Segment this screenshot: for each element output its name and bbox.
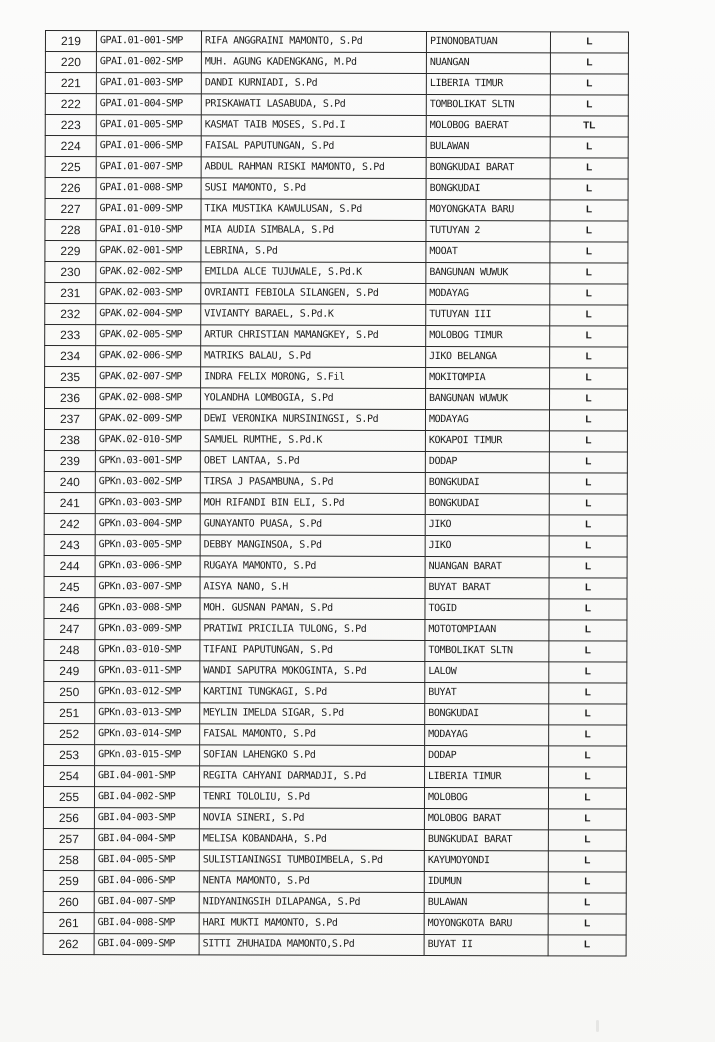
row-number: 243 bbox=[44, 534, 95, 555]
participant-code: GPKn.03-002-SMP bbox=[95, 472, 200, 493]
participant-code: GPAI.01-007-SMP bbox=[96, 157, 201, 178]
table-row bbox=[45, 367, 628, 390]
table-row bbox=[45, 388, 628, 411]
placement-location: MOOAT bbox=[426, 241, 550, 262]
participant-code: GPAK.02-001-SMP bbox=[96, 241, 201, 262]
participant-code: GPAK.02-004-SMP bbox=[96, 304, 201, 325]
placement-location: TOGID bbox=[425, 598, 549, 619]
participant-code: GPKn.03-003-SMP bbox=[95, 493, 200, 514]
result-status: L bbox=[549, 473, 627, 494]
participant-name: MEYLIN IMELDA SIGAR, S.Pd bbox=[200, 703, 425, 725]
table-row bbox=[43, 912, 626, 935]
row-number: 256 bbox=[43, 807, 94, 828]
row-number: 251 bbox=[44, 702, 95, 723]
placement-location: BANGUNAN WUWUK bbox=[426, 388, 550, 409]
row-number: 260 bbox=[43, 891, 94, 912]
participant-name: DEBBY MANGINSOA, S.Pd bbox=[200, 535, 425, 557]
placement-location: TOMBOLIKAT SLTN bbox=[425, 640, 549, 661]
row-number: 244 bbox=[44, 555, 95, 576]
result-status: L bbox=[549, 725, 627, 746]
result-status: L bbox=[550, 284, 628, 305]
participant-code: GBI.04-001-SMP bbox=[95, 766, 200, 787]
participant-name: ABDUL RAHMAN RISKI MAMONTO, S.Pd bbox=[201, 157, 426, 179]
result-status: L bbox=[549, 641, 627, 662]
table-row bbox=[44, 618, 627, 641]
participant-code: GPKn.03-014-SMP bbox=[95, 724, 200, 745]
row-number: 245 bbox=[44, 576, 95, 597]
result-status: L bbox=[549, 578, 627, 599]
row-number: 230 bbox=[45, 262, 96, 283]
placement-location: IDUMUN bbox=[424, 871, 548, 892]
row-number: 221 bbox=[45, 73, 96, 94]
participant-code: GPAK.02-003-SMP bbox=[96, 283, 201, 304]
placement-location: BUYAT II bbox=[424, 934, 548, 955]
placement-location: TUTUYAN III bbox=[426, 304, 550, 325]
placement-location: MOKITOMPIA bbox=[426, 367, 550, 388]
result-status: L bbox=[549, 515, 627, 536]
table-row bbox=[43, 786, 626, 809]
row-number: 238 bbox=[44, 429, 95, 450]
result-status: L bbox=[549, 620, 627, 641]
result-status: L bbox=[550, 95, 628, 116]
participant-code: GPKn.03-007-SMP bbox=[95, 577, 200, 598]
table-row bbox=[43, 891, 626, 914]
participant-code: GPAI.01-004-SMP bbox=[96, 94, 201, 115]
result-status: L bbox=[549, 536, 627, 557]
row-number: 239 bbox=[44, 450, 95, 471]
participant-code: GPKn.03-006-SMP bbox=[95, 556, 200, 577]
table-row bbox=[44, 597, 627, 620]
table-row bbox=[44, 744, 627, 767]
result-status: L bbox=[548, 788, 626, 809]
result-status: L bbox=[550, 242, 628, 263]
placement-location: BANGUNAN WUWUK bbox=[426, 262, 550, 283]
placement-location: MODAYAG bbox=[426, 283, 550, 304]
result-status: L bbox=[550, 368, 628, 389]
participant-code: GBI.04-007-SMP bbox=[94, 892, 199, 913]
placement-location: BONGKUDAI bbox=[425, 472, 549, 493]
result-status: L bbox=[548, 872, 626, 893]
participant-code: GPAK.02-009-SMP bbox=[95, 409, 200, 430]
row-number: 231 bbox=[45, 283, 96, 304]
row-number: 242 bbox=[44, 513, 95, 534]
result-status: L bbox=[548, 809, 626, 830]
participant-code: GPAI.01-008-SMP bbox=[96, 178, 201, 199]
table-row bbox=[44, 492, 627, 515]
placement-location: LIBERIA TIMUR bbox=[425, 766, 549, 787]
table-row bbox=[44, 681, 627, 704]
participant-code: GPAI.01-003-SMP bbox=[96, 73, 201, 94]
table-row bbox=[45, 346, 628, 369]
table-row bbox=[44, 576, 627, 599]
row-number: 228 bbox=[45, 220, 96, 241]
participant-name: OBET LANTAA, S.Pd bbox=[200, 451, 425, 473]
participant-code: GPKn.03-009-SMP bbox=[95, 619, 200, 640]
participant-name: RUGAYA MAMONTO, S.Pd bbox=[200, 556, 425, 578]
participant-code: GPAK.02-002-SMP bbox=[96, 262, 201, 283]
table-row bbox=[44, 471, 627, 494]
row-number: 236 bbox=[45, 388, 96, 409]
participant-name: NOVIA SINERI, S.Pd bbox=[199, 808, 424, 830]
participant-name: FAISAL MAMONTO, S.Pd bbox=[200, 724, 425, 746]
result-status: L bbox=[550, 305, 628, 326]
participant-name: DANDI KURNIADI, S.Pd bbox=[201, 73, 426, 95]
results-table-body bbox=[43, 31, 628, 957]
participant-name: RIFA ANGGRAINI MAMONTO, S.Pd bbox=[201, 31, 426, 53]
participant-code: GPAI.01-002-SMP bbox=[96, 52, 201, 73]
placement-location: MOTOTOMPIAAN bbox=[425, 619, 549, 640]
table-row bbox=[44, 450, 627, 473]
participant-name: YOLANDHA LOMBOGIA, S.Pd bbox=[201, 388, 426, 410]
row-number: 259 bbox=[43, 870, 94, 891]
row-number: 248 bbox=[44, 639, 95, 660]
result-status: L bbox=[549, 557, 627, 578]
table-row bbox=[45, 199, 628, 222]
placement-location: LALOW bbox=[425, 661, 549, 682]
participant-code: GPKn.03-013-SMP bbox=[95, 703, 200, 724]
participant-code: GPAK.02-005-SMP bbox=[96, 325, 201, 346]
row-number: 227 bbox=[45, 199, 96, 220]
row-number: 232 bbox=[45, 304, 96, 325]
result-status: L bbox=[549, 767, 627, 788]
placement-location: BUNGKUDAI BARAT bbox=[424, 829, 548, 850]
participant-name: PRISKAWATI LASABUDA, S.Pd bbox=[201, 94, 426, 116]
participant-name: EMILDA ALCE TUJUWALE, S.Pd.K bbox=[201, 262, 426, 284]
paper-smudge bbox=[596, 1020, 599, 1032]
placement-location: TUTUYAN 2 bbox=[426, 220, 550, 241]
participant-name: ARTUR CHRISTIAN MAMANGKEY, S.Pd bbox=[201, 325, 426, 347]
participant-name: MIA AUDIA SIMBALA, S.Pd bbox=[201, 220, 426, 242]
participant-code: GPAK.02-010-SMP bbox=[95, 430, 200, 451]
row-number: 261 bbox=[43, 912, 94, 933]
participant-name: NIDYANINGSIH DILAPANGA, S.Pd bbox=[199, 892, 424, 914]
result-status: L bbox=[550, 389, 628, 410]
row-number: 246 bbox=[44, 597, 95, 618]
participant-code: GPAK.02-008-SMP bbox=[96, 388, 201, 409]
participant-name: TIFANI PAPUTUNGAN, S.Pd bbox=[200, 640, 425, 662]
table-row bbox=[45, 241, 628, 264]
placement-location: NUANGAN bbox=[426, 52, 550, 73]
result-status: L bbox=[549, 704, 627, 725]
table-row bbox=[44, 429, 627, 452]
placement-location: MOYONGKOTA BARU bbox=[424, 913, 548, 934]
row-number: 258 bbox=[43, 849, 94, 870]
placement-location: BULAWAN bbox=[424, 892, 548, 913]
table-row bbox=[45, 304, 628, 327]
placement-location: KAYUMOYONDI bbox=[424, 850, 548, 871]
row-number: 234 bbox=[45, 346, 96, 367]
participant-name: HARI MUKTI MAMONTO, S.Pd bbox=[199, 913, 424, 935]
result-status: L bbox=[550, 200, 628, 221]
result-status: L bbox=[550, 221, 628, 242]
row-number: 254 bbox=[44, 765, 95, 786]
row-number: 247 bbox=[44, 618, 95, 639]
table-row bbox=[44, 723, 627, 746]
participant-code: GBI.04-003-SMP bbox=[94, 808, 199, 829]
participant-code: GPKn.03-001-SMP bbox=[95, 451, 200, 472]
table-row bbox=[45, 115, 628, 138]
result-status: L bbox=[549, 452, 627, 473]
table-row bbox=[44, 660, 627, 683]
row-number: 255 bbox=[43, 786, 94, 807]
result-status: L bbox=[549, 683, 627, 704]
table-row bbox=[45, 283, 628, 306]
row-number: 226 bbox=[45, 178, 96, 199]
participant-code: GPKn.03-012-SMP bbox=[95, 682, 200, 703]
row-number: 250 bbox=[44, 681, 95, 702]
placement-location: JIKO bbox=[425, 535, 549, 556]
results-table bbox=[43, 30, 629, 957]
participant-name: AISYA NANO, S.H bbox=[200, 577, 425, 599]
table-row bbox=[45, 94, 628, 117]
result-status: L bbox=[549, 599, 627, 620]
participant-code: GPKn.03-008-SMP bbox=[95, 598, 200, 619]
result-status: L bbox=[548, 914, 626, 935]
participant-name: MATRIKS BALAU, S.Pd bbox=[201, 346, 426, 368]
participant-code: GBI.04-009-SMP bbox=[94, 934, 199, 955]
table-row bbox=[45, 52, 628, 75]
participant-name: MOH. GUSNAN PAMAN, S.Pd bbox=[200, 598, 425, 620]
participant-code: GBI.04-006-SMP bbox=[94, 871, 199, 892]
row-number: 224 bbox=[45, 136, 96, 157]
participant-code: GBI.04-004-SMP bbox=[94, 829, 199, 850]
table-row bbox=[43, 807, 626, 830]
participant-name: INDRA FELIX MORONG, S.Fil bbox=[201, 367, 426, 389]
participant-name: MELISA KOBANDAHA, S.Pd bbox=[199, 829, 424, 851]
participant-name: TENRI TOLOLIU, S.Pd bbox=[199, 787, 424, 809]
participant-name: GUNAYANTO PUASA, S.Pd bbox=[200, 514, 425, 536]
placement-location: MOLOBOG BAERAT bbox=[426, 115, 550, 136]
participant-code: GPKn.03-011-SMP bbox=[95, 661, 200, 682]
participant-code: GBI.04-002-SMP bbox=[94, 787, 199, 808]
participant-name: DEWI VERONIKA NURSININGSI, S.Pd bbox=[200, 409, 425, 431]
placement-location: MOLOBOG bbox=[424, 787, 548, 808]
participant-name: TIKA MUSTIKA KAWULUSAN, S.Pd bbox=[201, 199, 426, 221]
placement-location: PINONOBATUAN bbox=[426, 31, 550, 52]
row-number: 249 bbox=[44, 660, 95, 681]
placement-location: BULAWAN bbox=[426, 136, 550, 157]
table-row bbox=[45, 325, 628, 348]
participant-name: NENTA MAMONTO, S.Pd bbox=[199, 871, 424, 893]
row-number: 240 bbox=[44, 471, 95, 492]
result-status: L bbox=[550, 53, 628, 74]
row-number: 222 bbox=[45, 94, 96, 115]
participant-name: SAMUEL RUMTHE, S.Pd.K bbox=[200, 430, 425, 452]
table-row bbox=[45, 262, 628, 285]
placement-location: DODAP bbox=[425, 745, 549, 766]
participant-code: GBI.04-008-SMP bbox=[94, 913, 199, 934]
result-status: L bbox=[548, 893, 626, 914]
result-status: TL bbox=[550, 116, 628, 137]
placement-location: KOKAPOI TIMUR bbox=[425, 430, 549, 451]
table-row bbox=[44, 639, 627, 662]
participant-code: GPAI.01-005-SMP bbox=[96, 115, 201, 136]
placement-location: BUYAT bbox=[425, 682, 549, 703]
participant-code: GPKn.03-010-SMP bbox=[95, 640, 200, 661]
table-row bbox=[43, 828, 626, 851]
participant-name: SUSI MAMONTO, S.Pd bbox=[201, 178, 426, 200]
result-status: L bbox=[549, 494, 627, 515]
table-row bbox=[43, 849, 626, 872]
row-number: 257 bbox=[43, 828, 94, 849]
result-status: L bbox=[550, 137, 628, 158]
participant-name: PRATIWI PRICILIA TULONG, S.Pd bbox=[200, 619, 425, 641]
row-number: 229 bbox=[45, 241, 96, 262]
participant-code: GPAI.01-001-SMP bbox=[96, 31, 201, 52]
placement-location: NUANGAN BARAT bbox=[425, 556, 549, 577]
table-row bbox=[44, 702, 627, 725]
participant-name: SULISTIANINGSI TUMBOIMBELA, S.Pd bbox=[199, 850, 424, 872]
placement-location: MOYONGKATA BARU bbox=[426, 199, 550, 220]
placement-location: BONGKUDAI bbox=[425, 493, 549, 514]
participant-name: VIVIANTY BARAEL, S.Pd.K bbox=[201, 304, 426, 326]
participant-code: GPAI.01-009-SMP bbox=[96, 199, 201, 220]
participant-name: OVRIANTI FEBIOLA SILANGEN, S.Pd bbox=[201, 283, 426, 305]
participant-name: KARTINI TUNGKAGI, S.Pd bbox=[200, 682, 425, 704]
placement-location: MODAYAG bbox=[425, 724, 549, 745]
table-row bbox=[45, 157, 628, 180]
participant-code: GPKn.03-015-SMP bbox=[95, 745, 200, 766]
table-row bbox=[44, 409, 627, 432]
table-row bbox=[45, 220, 628, 243]
table-row bbox=[45, 178, 628, 201]
result-status: L bbox=[550, 158, 628, 179]
result-status: L bbox=[548, 851, 626, 872]
row-number: 223 bbox=[45, 115, 96, 136]
participant-code: GPKn.03-005-SMP bbox=[95, 535, 200, 556]
participant-name: WANDI SAPUTRA MOKOGINTA, S.Pd bbox=[200, 661, 425, 683]
result-status: L bbox=[550, 347, 628, 368]
placement-location: BONGKUDAI bbox=[425, 703, 549, 724]
participant-name: KASMAT TAIB MOSES, S.Pd.I bbox=[201, 115, 426, 137]
participant-name: TIRSA J PASAMBUNA, S.Pd bbox=[200, 472, 425, 494]
result-status: L bbox=[549, 662, 627, 683]
participant-name: REGITA CAHYANI DARMADJI, S.Pd bbox=[200, 766, 425, 788]
result-status: L bbox=[549, 746, 627, 767]
placement-location: BUYAT BARAT bbox=[425, 577, 549, 598]
result-status: L bbox=[548, 830, 626, 851]
result-status: L bbox=[549, 410, 627, 431]
table-row bbox=[45, 136, 628, 159]
placement-location: TOMBOLIKAT SLTN bbox=[426, 94, 550, 115]
participant-code: GPAI.01-010-SMP bbox=[96, 220, 201, 241]
table-row bbox=[44, 513, 627, 536]
table-row bbox=[43, 870, 626, 893]
row-number: 220 bbox=[45, 52, 96, 73]
row-number: 225 bbox=[45, 157, 96, 178]
row-number: 252 bbox=[44, 723, 95, 744]
placement-location: BONGKUDAI bbox=[426, 178, 550, 199]
result-status: L bbox=[550, 263, 628, 284]
row-number: 219 bbox=[45, 31, 96, 52]
participant-code: GPAK.02-007-SMP bbox=[96, 367, 201, 388]
table-row bbox=[43, 933, 626, 956]
participant-code: GPKn.03-004-SMP bbox=[95, 514, 200, 535]
table-row bbox=[44, 555, 627, 578]
table-row bbox=[45, 73, 628, 96]
table-row bbox=[45, 31, 628, 54]
placement-location: JIKO bbox=[425, 514, 549, 535]
row-number: 237 bbox=[44, 409, 95, 430]
placement-location: JIKO BELANGA bbox=[426, 346, 550, 367]
participant-name: FAISAL PAPUTUNGAN, S.Pd bbox=[201, 136, 426, 158]
row-number: 235 bbox=[45, 367, 96, 388]
placement-location: LIBERIA TIMUR bbox=[426, 73, 550, 94]
participant-code: GBI.04-005-SMP bbox=[94, 850, 199, 871]
participant-name: MOH RIFANDI BIN ELI, S.Pd bbox=[200, 493, 425, 515]
result-status: L bbox=[549, 431, 627, 452]
placement-location: MODAYAG bbox=[425, 409, 549, 430]
result-status: L bbox=[550, 326, 628, 347]
placement-location: DODAP bbox=[425, 451, 549, 472]
table-row bbox=[44, 765, 627, 788]
result-status: L bbox=[550, 32, 628, 53]
participant-name: SOFIAN LAHENGKO S.Pd bbox=[200, 745, 425, 767]
participant-name: LEBRINA, S.Pd bbox=[201, 241, 426, 263]
placement-location: BONGKUDAI BARAT bbox=[426, 157, 550, 178]
participant-code: GPAI.01-006-SMP bbox=[96, 136, 201, 157]
participant-code: GPAK.02-006-SMP bbox=[96, 346, 201, 367]
row-number: 233 bbox=[45, 325, 96, 346]
table-row bbox=[44, 534, 627, 557]
result-status: L bbox=[550, 179, 628, 200]
placement-location: MOLOBOG BARAT bbox=[424, 808, 548, 829]
participant-name: SITTI ZHUHAIDA MAMONTO,S.Pd bbox=[199, 934, 424, 956]
result-status: L bbox=[550, 74, 628, 95]
placement-location: MOLOBOG TIMUR bbox=[426, 325, 550, 346]
row-number: 262 bbox=[43, 933, 94, 954]
row-number: 241 bbox=[44, 492, 95, 513]
row-number: 253 bbox=[44, 744, 95, 765]
result-status: L bbox=[548, 935, 626, 956]
participant-name: MUH. AGUNG KADENGKANG, M.Pd bbox=[201, 52, 426, 74]
